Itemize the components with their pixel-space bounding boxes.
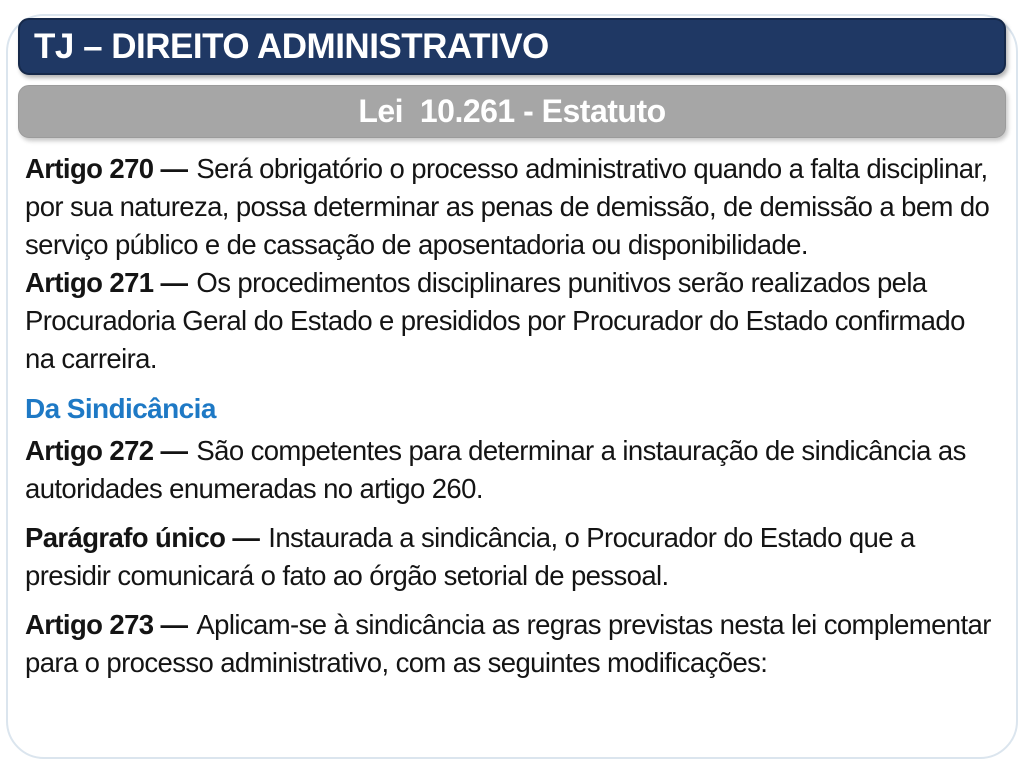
article-271-label: Artigo 271 — bbox=[25, 267, 188, 298]
title-bar bbox=[18, 18, 1006, 75]
subtitle-bar bbox=[18, 85, 1006, 138]
paragrafo-unico-text: Instaurada a sindicância, o Procurador do Estado que a presidir comunicará o fato ao órgão setorial de pessoal. bbox=[25, 522, 915, 591]
article-273-text: Aplicam-se à sindicância as regras previstas nesta lei complementar para o processo administrativo, com as seguintes modificações: bbox=[25, 609, 991, 678]
article-270-text: Será obrigatório o processo administrativo quando a falta disciplinar, por sua natureza, possa determinar as penas de demissão, de demissão a bem do serviço público e de cassação de aposentadoria ou disponibilidade. bbox=[25, 153, 990, 260]
body-content bbox=[25, 150, 993, 682]
article-273-label: Artigo 273 — bbox=[25, 609, 188, 640]
article-270 bbox=[25, 150, 993, 264]
paragrafo-unico bbox=[25, 519, 993, 595]
paragrafo-unico-label: Parágrafo único — bbox=[25, 522, 260, 553]
page-title: TJ – DIREITO ADMINISTRATIVO bbox=[34, 26, 549, 66]
article-270-label: Artigo 270 — bbox=[25, 153, 188, 184]
subtitle-text: Lei 10.261 - Estatuto bbox=[358, 93, 666, 129]
article-272-label: Artigo 272 — bbox=[25, 435, 188, 466]
article-272 bbox=[25, 432, 993, 508]
section-heading-da-sindicancia: Da Sindicância bbox=[25, 393, 216, 424]
article-271-text: Os procedimentos disciplinares punitivos serão realizados pela Procuradoria Geral do Estado e presididos por Procurador do Estado confirmado na carreira. bbox=[25, 267, 965, 374]
article-273 bbox=[25, 606, 993, 682]
article-272-text: São competentes para determinar a instauração de sindicância as autoridades enumeradas no artigo 260. bbox=[25, 435, 966, 504]
article-271 bbox=[25, 264, 993, 378]
